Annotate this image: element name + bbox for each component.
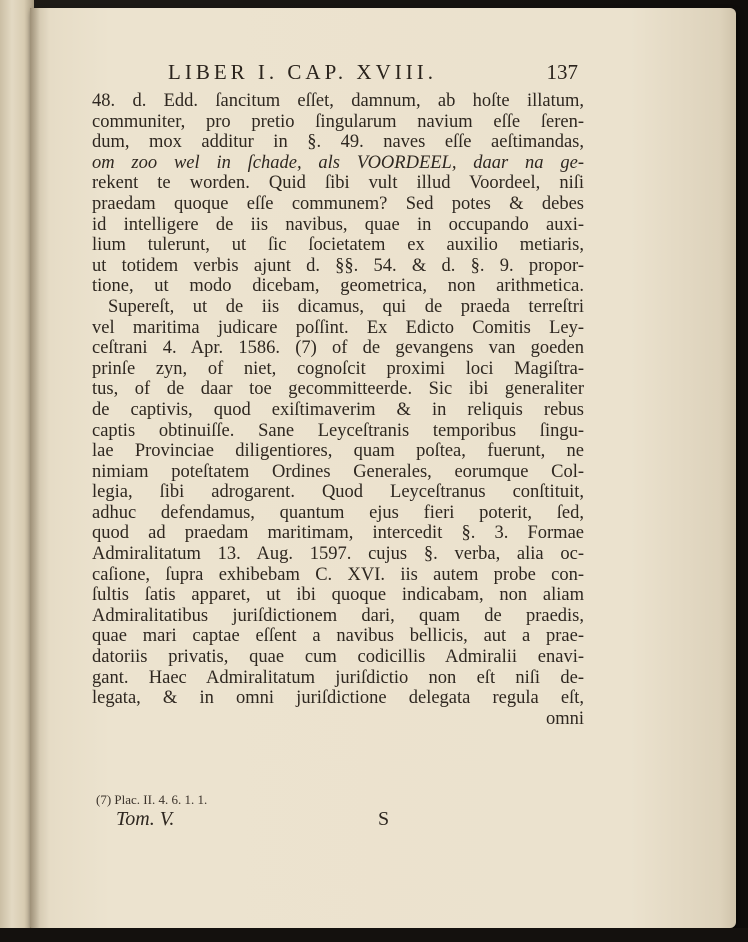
text-line: lium tulerunt, ut ſic ſocietatem ex auxilio metiaris, (92, 235, 584, 256)
text-line: adhuc defendamus, quantum ejus fieri poterit, ſed, (92, 502, 584, 523)
text-line: communiter, pro pretio ſingularum navium eſſe ſeren- (92, 111, 584, 132)
text-line: praedam quoque eſſe communem? Sed potes & debes (92, 193, 584, 214)
text-line: legata, & in omni juriſdictione delegata regula eſt, (92, 688, 584, 709)
running-head: LIBER I. CAP. XVIII. (168, 60, 437, 84)
text-line: quod ad praedam maritimam, intercedit §. 3. Formae (92, 523, 584, 544)
text-line: tus, of de daar toe gecommitteerde. Sic ibi generaliter (92, 379, 584, 400)
text-line: de captivis, quod exiſtimaverim & in reliquis rebus (92, 399, 584, 420)
text-line: nimiam poteſtatem Ordines Generales, eorumque Col- (92, 461, 584, 482)
text-line: gant. Haec Admiralitatum juriſdictio non eſt niſi de- (92, 667, 584, 688)
text-line: vel maritima judicare poſſint. Ex Edicto Comitis Ley- (92, 317, 584, 338)
text-line: Admiralitatum 13. Aug. 1597. cujus §. verba, alia oc- (92, 544, 584, 565)
tome-label: Tom. V. (116, 808, 175, 830)
text-line: ſultis ſatis apparet, ut ibi quoque indicabam, non aliam (92, 585, 584, 606)
text-line: id intelligere de iis navibus, quae in occupando auxi- (92, 214, 584, 235)
footnote: (7) Plac. II. 4. 6. 1. 1. (96, 792, 208, 807)
text-line: Admiralitatibus juriſdictionem dari, quam de praedis, (92, 605, 584, 626)
text-line: om zoo wel in ſchade, als VOORDEEL, daar na ge- (92, 152, 584, 173)
text-line: datoriis privatis, quae cum codicillis Admiralii enavi- (92, 647, 584, 668)
page-number: 137 (546, 60, 578, 84)
text-line: Supereſt, ut de iis dicamus, qui de praeda terreſtri (108, 296, 584, 317)
page-footer (116, 808, 416, 838)
text-line: legia, ſibi adrogarent. Quod Leyceſtranus conſtituit, (92, 482, 584, 503)
page-header (168, 60, 578, 90)
catchword: omni (545, 708, 584, 729)
body-text (92, 91, 584, 729)
text-line: ceſtrani 4. Apr. 1586. (7) of de gevangens van goeden (92, 338, 584, 359)
gutter-shadow (30, 8, 40, 928)
text-line: captis obtinuiſſe. Sane Leyceſtranis temporibus ſingu- (92, 420, 584, 441)
text-line: dum, mox additur in §. 49. naves eſſe aeſtimandas, (92, 132, 584, 153)
text-line: rekent te worden. Quid ſibi vult illud Voordeel, niſi (92, 173, 584, 194)
text-line: tione, ut modo dicebam, geometrica, non arithmetica. (92, 276, 584, 297)
text-line: caſione, ſupra exhibebam C. XVI. iis autem probe con- (92, 564, 584, 585)
text-line: 48. d. Edd. ſancitum eſſet, damnum, ab hoſte illatum, (92, 91, 584, 111)
bottom-shadow (0, 928, 748, 942)
text-line: lae Provinciae diligentiores, quam poſtea, fuerunt, ne (92, 441, 584, 462)
text-line: ut totidem verbis ajunt d. §§. 54. & d. §. 9. propor- (92, 255, 584, 276)
signature-mark: S (378, 808, 390, 830)
facing-page-edge (0, 0, 34, 942)
text-line: quae mari captae eſſent a navibus bellicis, aut a prae- (92, 626, 584, 647)
text-line: prinſe zyn, of niet, cognoſcit proximi loci Magiſtra- (92, 358, 584, 379)
